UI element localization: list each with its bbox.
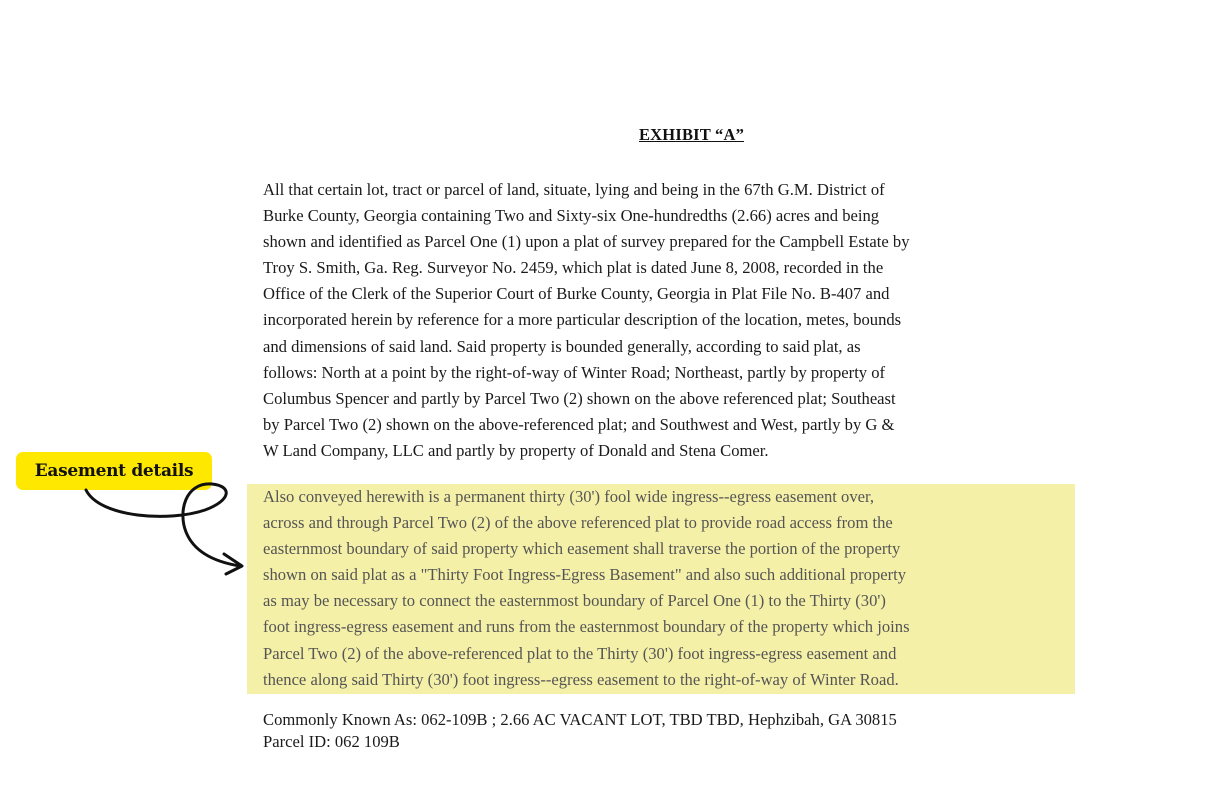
- text-line: thence along said Thirty (30') foot ingress--egress easement to the right-of-way of Winter Road.: [263, 669, 899, 689]
- text-line: by Parcel Two (2) shown on the above-referenced plat; and Southwest and West, partly by G &: [263, 414, 895, 434]
- text-line: shown and identified as Parcel One (1) upon a plat of survey prepared for the Campbell Estate by: [263, 232, 910, 252]
- text-line: foot ingress-egress easement and runs from the easternmost boundary of the property which joins: [263, 617, 910, 637]
- easement-paragraph: [263, 484, 1063, 693]
- text-line: Office of the Clerk of the Superior Court of Burke County, Georgia in Plat File No. B-407 and: [263, 284, 890, 304]
- text-line: easternmost boundary of said property which easement shall traverse the portion of the property: [263, 539, 901, 559]
- text-line: Troy S. Smith, Ga. Reg. Surveyor No. 2459, which plat is dated June 8, 2008, recorded in the: [263, 258, 884, 278]
- text-line: Burke County, Georgia containing Two and Sixty-six One-hundredths (2.66) acres and being: [263, 206, 880, 226]
- text-line: Columbus Spencer and partly by Parcel Two (2) shown on the above referenced plat; Southeast: [263, 388, 896, 408]
- text-line: shown on said plat as a "Thirty Foot Ingress-Egress Basement" and also such additional property: [263, 565, 907, 585]
- text-line: W Land Company, LLC and partly by property of Donald and Stena Comer.: [263, 440, 769, 460]
- text-line: across and through Parcel Two (2) of the above referenced plat to provide road access from the: [263, 513, 893, 533]
- parcel-id: Parcel ID: 062 109B: [263, 732, 400, 751]
- text-line: Parcel Two (2) of the above-referenced plat to the Thirty (30') foot ingress-egress easement and: [263, 643, 897, 663]
- address-block: [263, 709, 1063, 753]
- legal-description-paragraph: [263, 177, 1063, 464]
- exhibit-title: EXHIBIT “A”: [638, 125, 745, 144]
- text-line: incorporated herein by reference for a more particular description of the location, metes, bounds: [263, 310, 902, 330]
- text-line: Also conveyed herewith is a permanent thirty (30') fool wide ingress--egress easement over,: [263, 487, 875, 506]
- easement-callout-label: Easement details: [16, 452, 212, 490]
- text-line: follows: North at a point by the right-of-way of Winter Road; Northeast, partly by property of: [263, 362, 886, 382]
- commonly-known-as: Commonly Known As: 062-109B ; 2.66 AC VACANT LOT, TBD TBD, Hephzibah, GA 30815: [263, 710, 897, 729]
- text-line: and dimensions of said land. Said property is bounded generally, according to said plat, as: [263, 336, 861, 356]
- text-line: as may be necessary to connect the easternmost boundary of Parcel One (1) to the Thirty (30'): [263, 591, 886, 611]
- text-line: All that certain lot, tract or parcel of land, situate, lying and being in the 67th G.M. District of: [263, 180, 885, 199]
